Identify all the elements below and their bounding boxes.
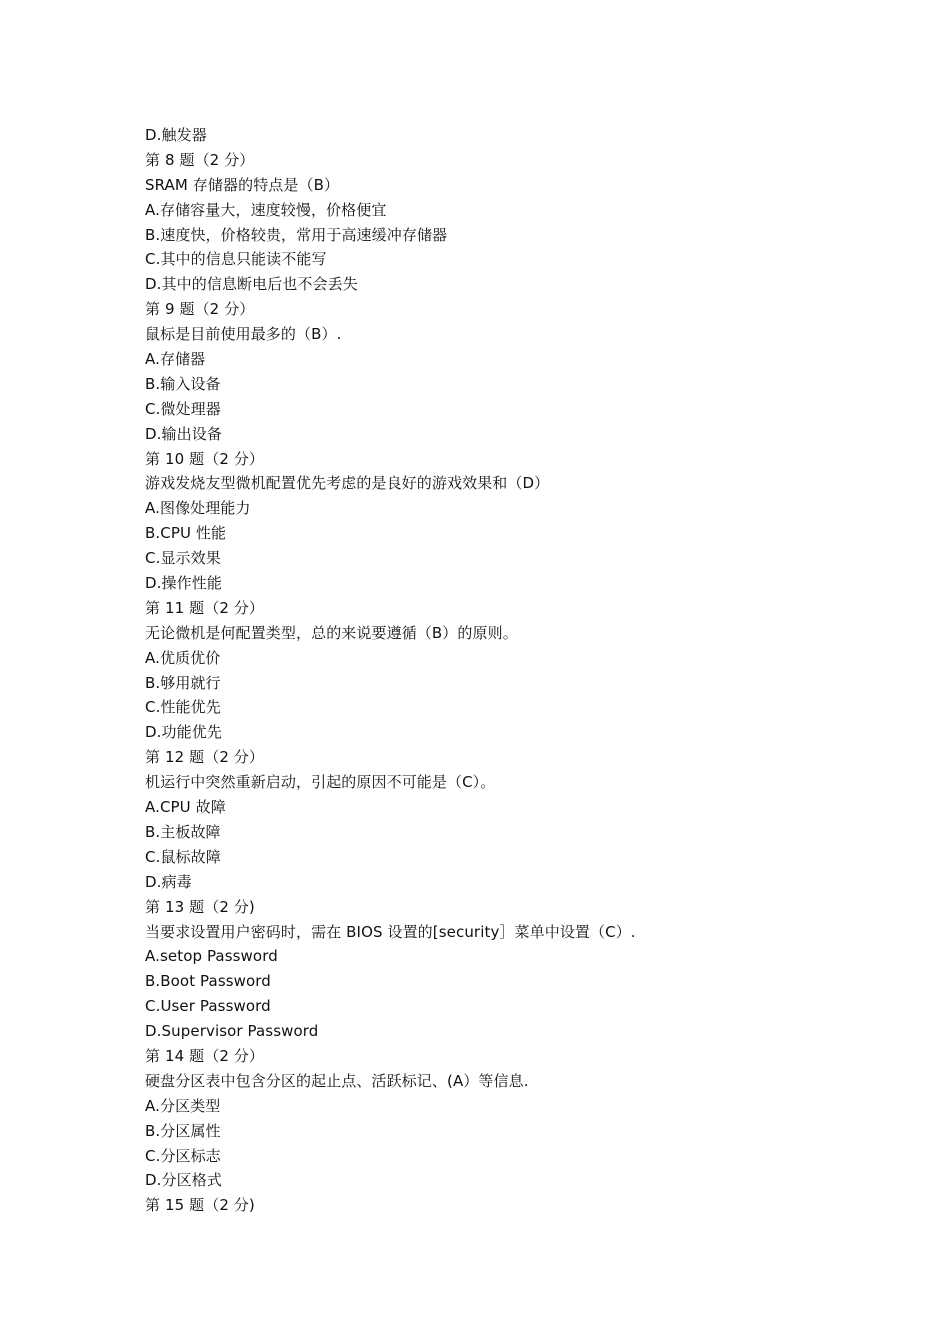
option-text: A.CPU 故障	[145, 798, 226, 817]
question-heading: 第 14 题（2 分）	[145, 1046, 265, 1065]
option-text: B.输入设备	[145, 374, 221, 393]
option-text: B.够用就行	[145, 673, 221, 692]
option-text: C.User Password	[145, 997, 271, 1016]
question-heading: 第 11 题（2 分）	[145, 598, 265, 617]
option-text: B.CPU 性能	[145, 524, 227, 543]
question-text: 机运行中突然重新启动，引起的原因不可能是（C）。	[145, 773, 496, 792]
option-text: D.其中的信息断电后也不会丢失	[145, 275, 358, 294]
option-text: D.触发器	[145, 126, 207, 144]
question-text: 无论微机是何配置类型，总的来说要遵循（B）的原则。	[145, 623, 518, 642]
option-text: A.存储容量大，速度较慢，价格便宜	[145, 200, 387, 219]
question-heading: 第 10 题（2 分）	[145, 449, 265, 468]
option-text: A.分区类型	[145, 1096, 221, 1115]
question-text: 当要求设置用户密码时，需在 BIOS 设置的[security］菜单中设置（C）.	[145, 922, 636, 941]
option-text: B.主板故障	[145, 822, 221, 841]
question-text: 鼠标是目前使用最多的（B）.	[145, 325, 342, 344]
question-heading: 第 9 题（2 分）	[145, 300, 255, 319]
option-text: C.分区标志	[145, 1146, 221, 1165]
question-text: 硬盘分区表中包含分区的起止点、活跃标记、(A）等信息.	[145, 1071, 529, 1090]
option-text: B.分区属性	[145, 1121, 221, 1140]
option-text: C.鼠标故障	[145, 847, 221, 866]
option-text: D.功能优先	[145, 723, 222, 742]
option-text: D.病毒	[145, 872, 192, 891]
option-text: B.Boot Password	[145, 972, 271, 991]
document-body	[145, 123, 865, 1218]
option-text: C.性能优先	[145, 698, 221, 717]
option-text: C.微处理器	[145, 399, 221, 418]
question-heading: 第 15 题（2 分)	[145, 1196, 255, 1215]
option-text: C.其中的信息只能读不能写	[145, 250, 327, 269]
option-text: A.图像处理能力	[145, 499, 251, 518]
question-text: SRAM 存储器的特点是（B）	[145, 175, 340, 194]
question-heading: 第 12 题（2 分）	[145, 748, 265, 767]
option-text: D.输出设备	[145, 424, 222, 443]
option-text: D.Supervisor Password	[145, 1022, 319, 1041]
option-text: A.优质优价	[145, 648, 221, 667]
option-text: C.显示效果	[145, 549, 221, 568]
question-text: 游戏发烧友型微机配置优先考虑的是良好的游戏效果和（D）	[145, 474, 550, 493]
question-heading: 第 8 题（2 分）	[145, 150, 255, 169]
option-text: D.操作性能	[145, 574, 222, 593]
option-text: D.分区格式	[145, 1171, 222, 1190]
option-text: B.速度快，价格较贵，常用于高速缓冲存储器	[145, 225, 448, 244]
option-text: A.存储器	[145, 350, 206, 369]
question-heading: 第 13 题（2 分)	[145, 897, 255, 916]
option-text: A.setop Password	[145, 947, 278, 966]
